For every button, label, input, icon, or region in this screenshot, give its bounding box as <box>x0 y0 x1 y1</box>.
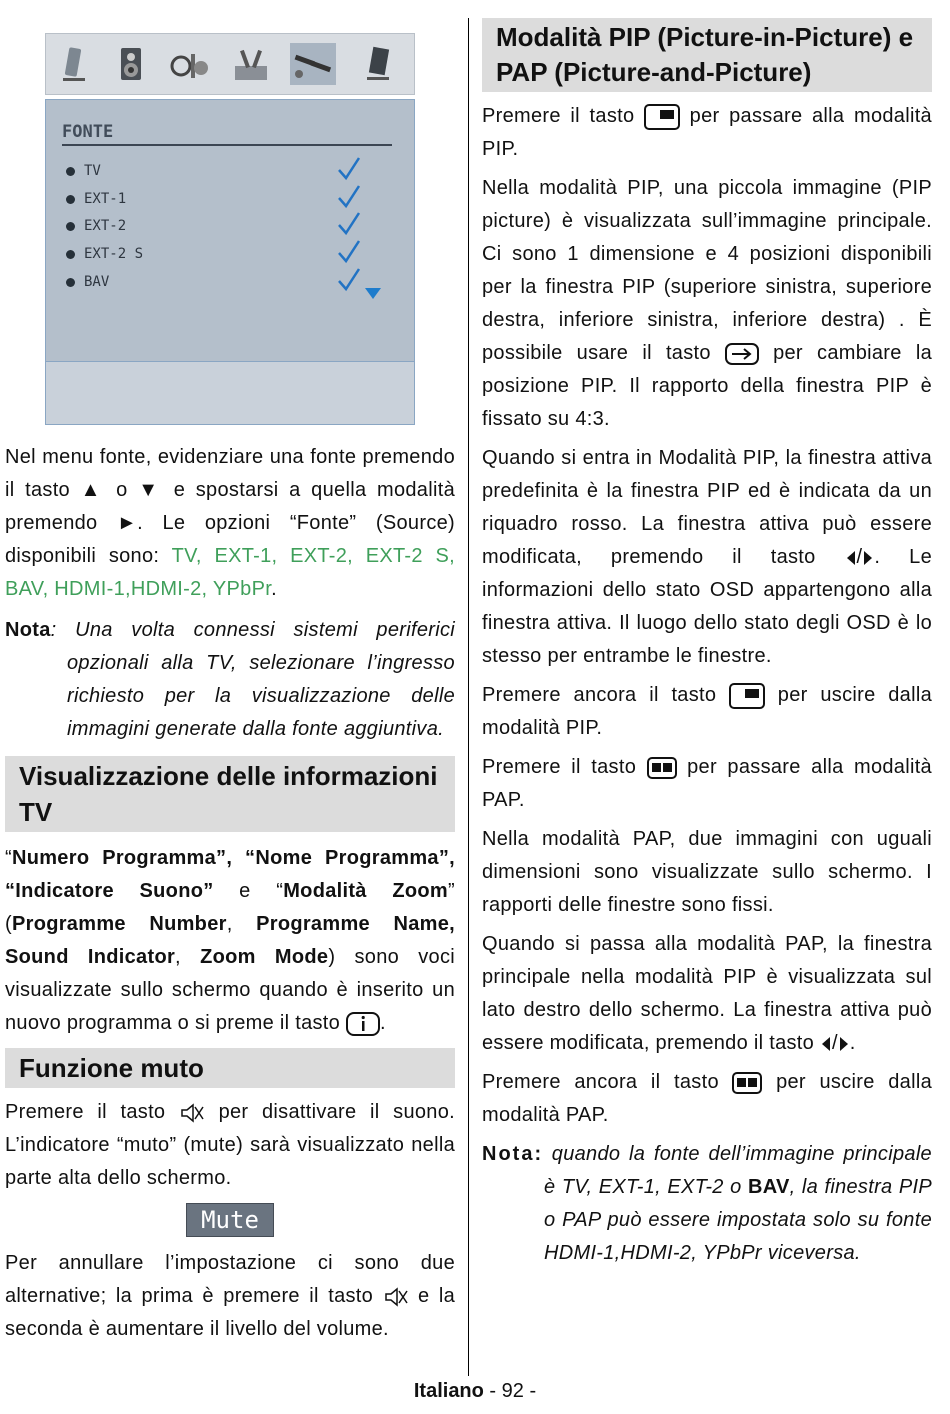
text: per disattivare il suono. L’indicatore “muto” (mute) sarà visualizzato nella parte alta dello schermo. <box>5 1101 455 1189</box>
mute-key-icon <box>383 1285 409 1309</box>
source-label: TV <box>84 163 101 179</box>
menu-title: FONTE <box>62 122 114 142</box>
text: e “ <box>213 880 284 902</box>
text: . Le informazioni dello stato OSD appartengono alla finestra attiva. Il luogo dello stato degli OSD è lo stesso per entrambe le finestre. <box>482 546 932 667</box>
text: e la seconda è aumentare il livello del volume. <box>5 1285 455 1340</box>
text: / <box>856 546 863 568</box>
text: / <box>831 1032 838 1054</box>
bullet-icon <box>66 250 75 259</box>
text: Premere il tasto <box>5 1101 179 1123</box>
info-paragraph <box>5 842 455 1040</box>
pap-key-icon <box>647 757 677 779</box>
pip-exit-paragraph <box>482 679 932 745</box>
text: per cambiare la posizione PIP. Il rapporto della finestra PIP è fissato su 4:3. <box>482 342 932 430</box>
mute-indicator: Mute <box>186 1203 274 1237</box>
text: Modalità Zoom <box>283 880 449 902</box>
mute-cancel-paragraph <box>5 1247 455 1346</box>
note-label: Nota <box>5 619 51 641</box>
footer-language: Italiano <box>413 1380 484 1402</box>
pip-key-icon <box>729 683 765 709</box>
pip-enter-paragraph <box>482 100 932 166</box>
page-number: - 92 - <box>483 1380 537 1402</box>
mute-key-icon <box>179 1101 205 1125</box>
text: ) sono voci visualizzate sullo schermo quando è inserito un nuovo programma o si preme il tasto <box>5 946 455 1034</box>
bullet-icon <box>66 278 75 287</box>
source-label: EXT-1 <box>84 191 127 207</box>
checkmark-icon <box>337 156 361 182</box>
checkmark-icon <box>337 267 361 293</box>
source-label: EXT-2 <box>84 218 127 234</box>
left-column <box>5 441 455 1346</box>
source-item-bav[interactable] <box>66 274 109 290</box>
text: per passare alla modalità PAP. <box>482 756 932 811</box>
section-heading-info: Visualizzazione delle informazioni TV <box>5 756 455 832</box>
note-label: Nota: <box>482 1143 544 1165</box>
scroll-down-icon[interactable] <box>365 288 381 299</box>
page-footer <box>0 1380 950 1403</box>
text: per passare alla modalità PIP. <box>482 105 932 160</box>
source-menu-screenshot <box>45 33 415 425</box>
install-icon <box>356 43 402 85</box>
tools-icon <box>228 43 274 85</box>
pap-key-icon <box>732 1072 762 1094</box>
text: . <box>271 578 277 600</box>
left-arrow-icon <box>820 1036 832 1052</box>
right-arrow-icon <box>862 550 874 566</box>
text: , la finestra PIP o PAP può essere impostata solo su fonte HDMI-1,HDMI-2, YPbPr viceversa. <box>544 1176 932 1264</box>
text: per uscire dalla modalità PIP. <box>482 684 932 739</box>
bullet-icon <box>66 222 75 231</box>
source-item-tv[interactable] <box>66 163 101 179</box>
note-paragraph <box>5 614 455 746</box>
source-item-ext2s[interactable] <box>66 246 143 262</box>
text: Numero Programma”, “Nome Programma”, “Indicatore Suono” <box>5 847 455 902</box>
text: . <box>849 1032 856 1054</box>
note-text: : Una volta connessi sistemi periferici opzionali alla TV, selezionare l’ingresso richiesto per la visualizzazione delle immagini generate dalla fonte aggiuntiva. <box>50 619 455 740</box>
section-heading-pip: Modalità PIP (Picture-in-Picture) e PAP (Picture-and-Picture) <box>482 18 932 92</box>
text: Quando si passa alla modalità PAP, la finestra principale nella modalità PIP è visualizzata sul lato destro dello schermo. La finestra attiva può essere modificata, premendo il tasto <box>482 933 932 1054</box>
text: ” ( <box>5 880 455 935</box>
text: “ <box>5 847 12 869</box>
source-item-ext1[interactable] <box>66 191 126 207</box>
text: Nel menu fonte, evidenziare una fonte premendo il tasto ▲ o ▼ e spostarsi a quella modalità premendo ►. Le opzioni “Fonte” (Source) disponibili sono: <box>5 446 455 567</box>
pap-enter-paragraph <box>482 751 932 817</box>
source-label: EXT-2 S <box>84 246 144 262</box>
picture-icon <box>52 43 98 85</box>
pip-position-key-icon <box>725 343 759 365</box>
settings-icon <box>166 43 212 85</box>
source-icon <box>290 43 336 85</box>
text: Quando si entra in Modalità PIP, la finestra attiva predefinita è la finestra PIP ed è indicata da un riquadro rosso. La finestra attiva può essere modificata, premendo il tasto <box>482 447 932 568</box>
column-divider <box>468 18 469 1376</box>
pap-active-window-paragraph <box>482 928 932 1060</box>
pip-active-window-paragraph <box>482 442 932 673</box>
info-key-icon <box>346 1012 380 1036</box>
text: . <box>379 1012 386 1034</box>
source-list: TV, EXT-1, EXT-2, EXT-2 S, BAV, HDMI-1,HDMI-2, YPbPr <box>5 545 455 600</box>
pap-description-paragraph: Nella modalità PAP, due immagini con uguali dimensioni sono visualizzate sullo schermo. I rapporti delle finestre sono fissi. <box>482 828 932 916</box>
pip-key-icon <box>644 104 680 130</box>
mute-indicator-wrap <box>5 1203 455 1237</box>
text: Per annullare l’impostazione ci sono due alternative; la prima è premere il tasto <box>5 1252 455 1307</box>
text: Premere ancora il tasto <box>482 684 730 706</box>
checkmark-icon <box>337 184 361 210</box>
text: Programme Number <box>11 913 227 935</box>
bullet-icon <box>66 167 75 176</box>
source-paragraph <box>5 441 455 606</box>
pap-exit-paragraph <box>482 1066 932 1132</box>
menu-info-bar <box>45 361 415 425</box>
osd-icon-bar <box>45 33 415 95</box>
text: Premere ancora il tasto <box>482 1071 733 1093</box>
right-column <box>482 18 932 1270</box>
left-arrow-icon <box>845 550 857 566</box>
checkmark-icon <box>337 211 361 237</box>
pip-description-paragraph <box>482 172 932 436</box>
section-heading-mute: Funzione muto <box>5 1048 455 1088</box>
checkmark-icon <box>337 239 361 265</box>
right-arrow-icon <box>838 1036 850 1052</box>
text: Premere il tasto <box>482 756 647 778</box>
text: , <box>175 946 201 968</box>
text: Nella modalità PIP, una piccola immagine (PIP picture) è visualizzata sull’immagine principale. Ci sono 1 dimensione e 4 posizioni disponibili per la finestra PIP (superiore sinistra, superiore destra, inferiore sinistra, inferiore destra) . È possibile usare il tasto <box>482 177 932 364</box>
bullet-icon <box>66 195 75 204</box>
source-item-ext2[interactable] <box>66 218 126 234</box>
text: per uscire dalla modalità PAP. <box>482 1071 932 1126</box>
text: quando la fonte dell’immagine principale è TV, EXT-1, EXT-2 o <box>543 1143 932 1198</box>
menu-divider <box>62 144 392 146</box>
text: BAV <box>747 1176 790 1198</box>
text: Zoom Mode <box>200 946 329 968</box>
text: Programme Name, Sound Indicator <box>5 913 455 968</box>
mute-paragraph <box>5 1096 455 1195</box>
source-menu-panel <box>45 99 415 393</box>
sound-icon <box>108 43 154 85</box>
text: , <box>226 913 257 935</box>
text: Premere il tasto <box>482 105 645 127</box>
note-paragraph <box>482 1138 932 1270</box>
source-label: BAV <box>84 274 110 290</box>
